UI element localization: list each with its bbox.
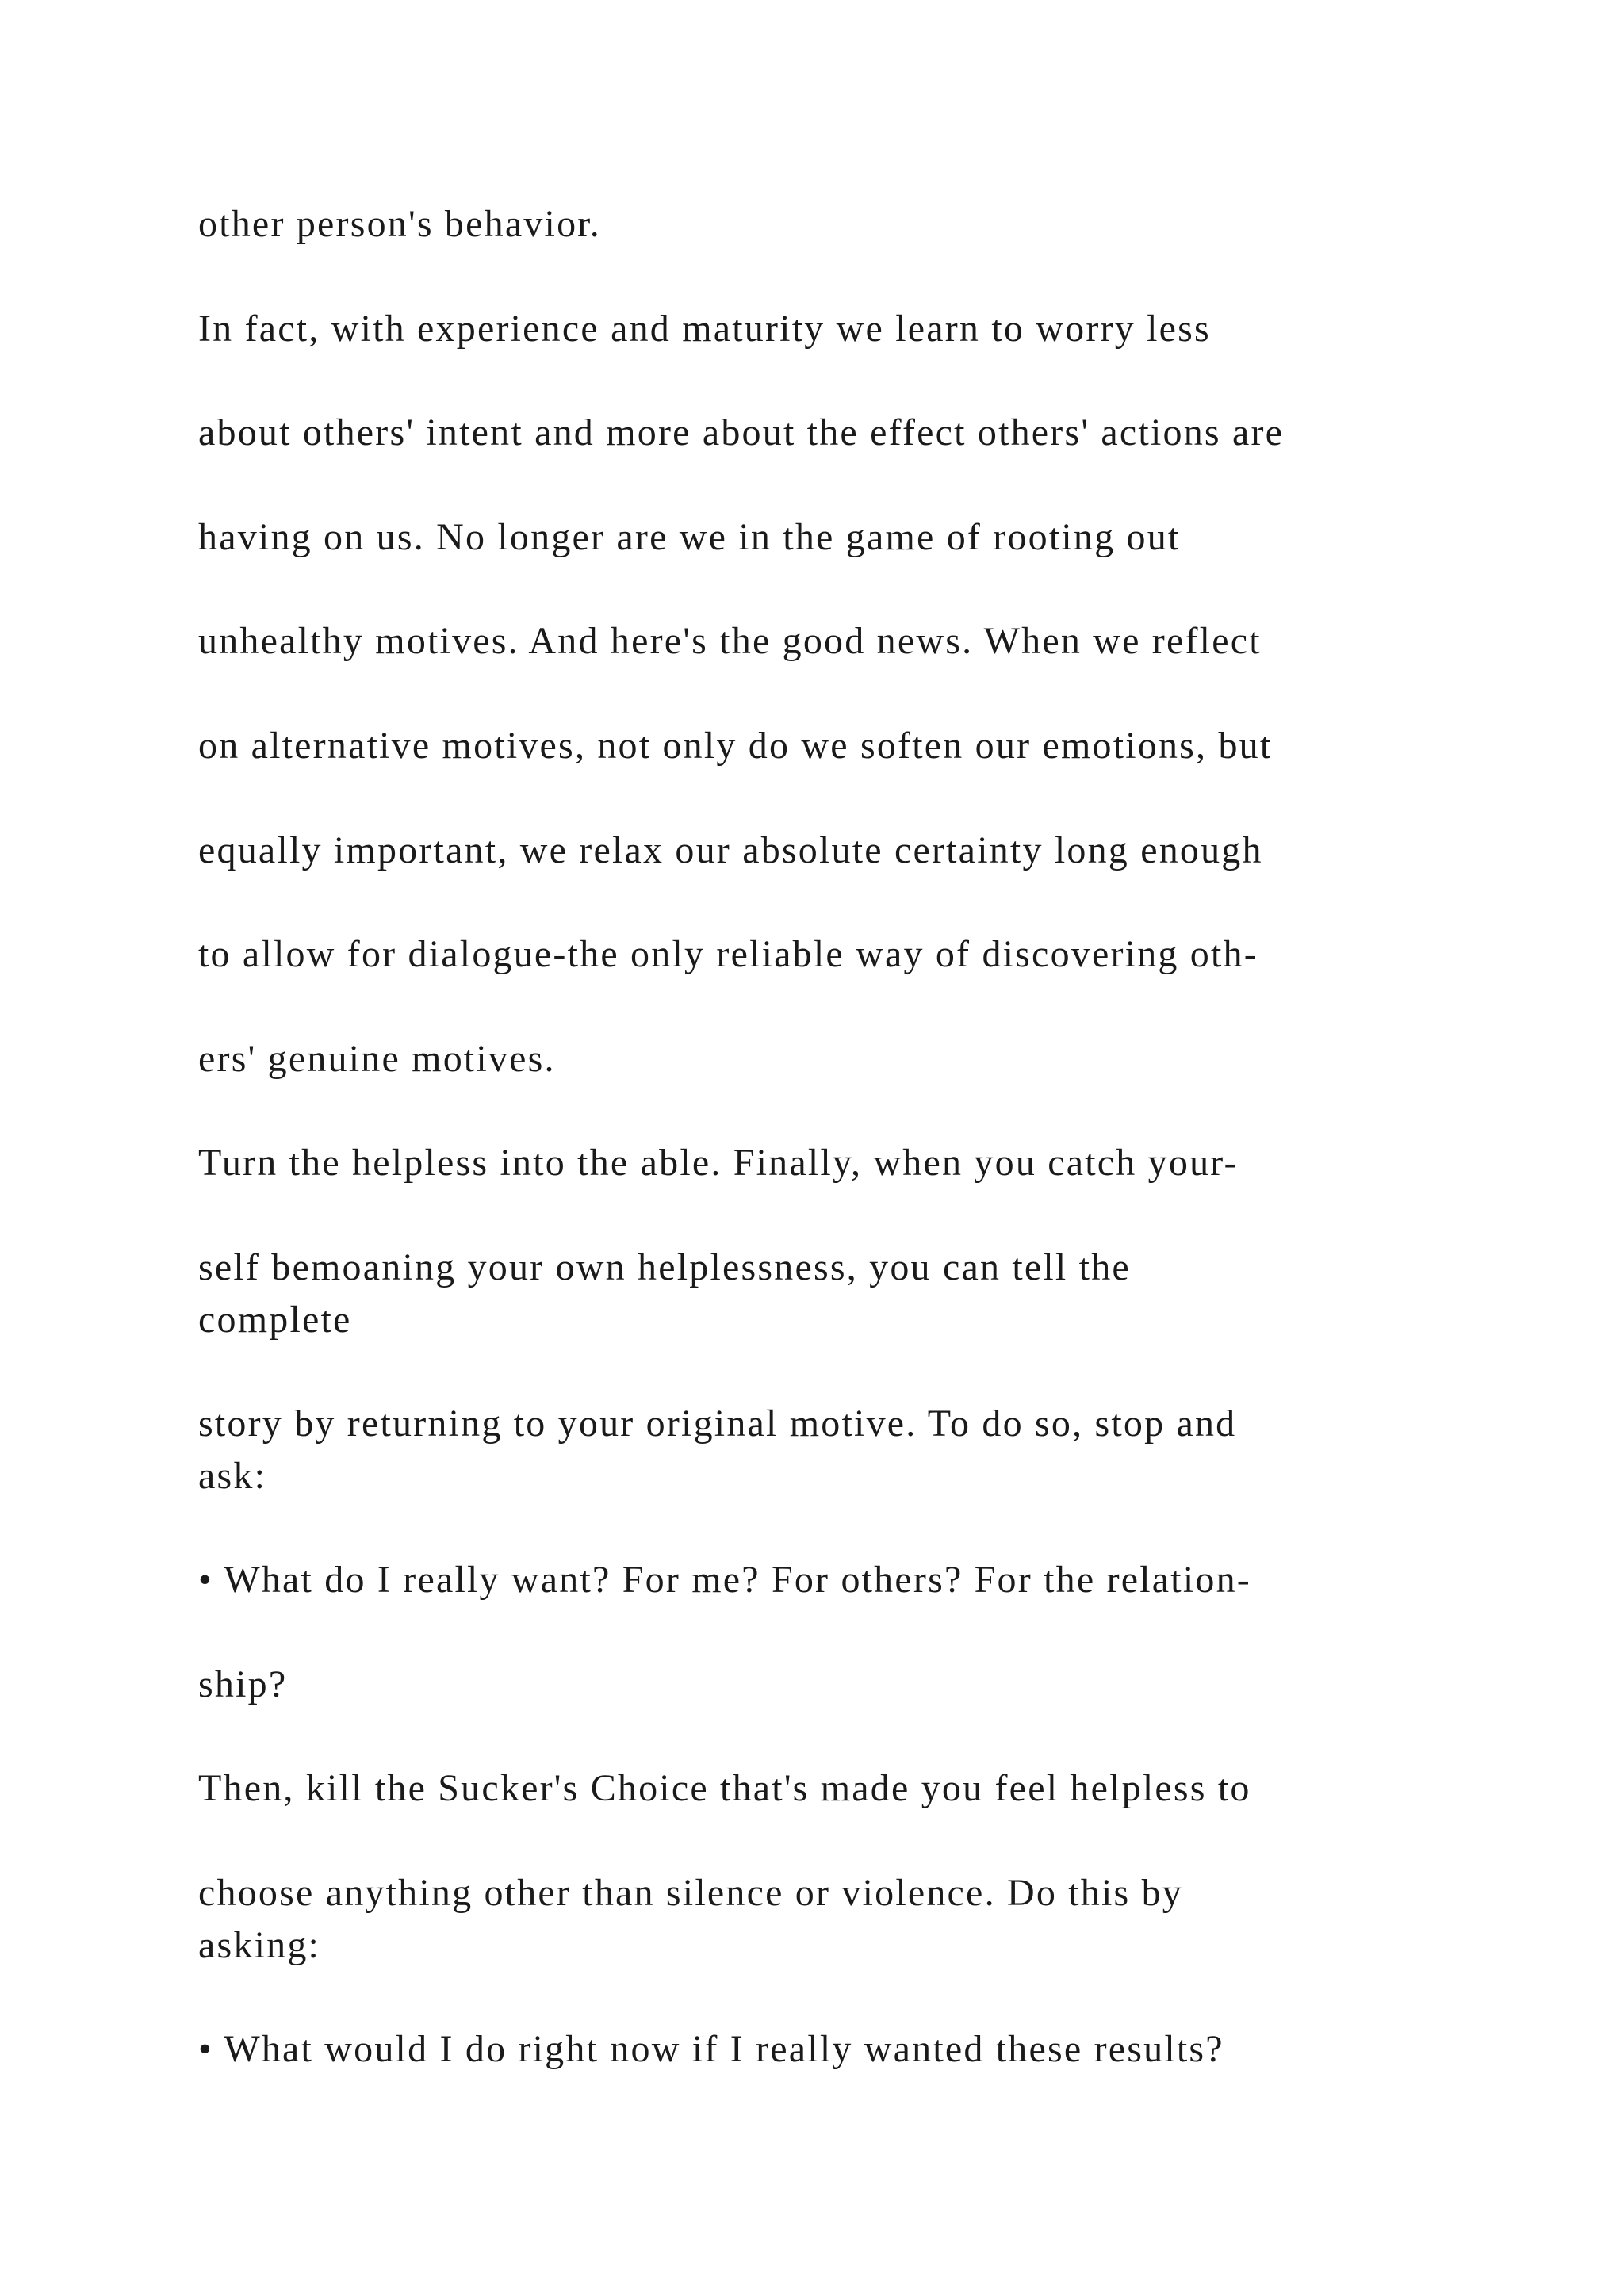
text-line: In fact, with experience and maturity we learn to worry less [198,308,1211,350]
text-line: about others' intent and more about the effect others' actions are [198,411,1285,453]
text-line: equally important, we relax our absolute certainty long enough [198,829,1263,871]
text-line: ship? [198,1663,288,1705]
text-line: ers' genuine motives. [198,1038,556,1080]
text-line: to allow for dialogue-the only reliable way of discovering oth- [198,933,1258,975]
text-line: asking: [198,1924,321,1966]
text-line: ask: [198,1455,267,1497]
text-line: self bemoaning your own helplessness, you can tell the [198,1246,1131,1288]
text-line: story by returning to your original motive. To do so, stop and [198,1402,1237,1445]
text-line: Turn the helpless into the able. Finally, when you catch your- [198,1142,1239,1184]
text-line: having on us. No longer are we in the game of rooting out [198,516,1181,558]
text-line: other person's behavior. [198,203,602,245]
text-line: on alternative motives, not only do we soften our emotions, but [198,725,1273,767]
text-line: complete [198,1299,352,1341]
bullet-item: • What would I do right now if I really wanted these results? [198,2028,1224,2070]
text-line: Then, kill the Sucker's Choice that's made you feel helpless to [198,1767,1251,1809]
bullet-item: • What do I really want? For me? For others? For the relation- [198,1559,1251,1601]
text-line: choose anything other than silence or violence. Do this by [198,1872,1183,1914]
text-line: unhealthy motives. And here's the good news. When we reflect [198,620,1262,662]
